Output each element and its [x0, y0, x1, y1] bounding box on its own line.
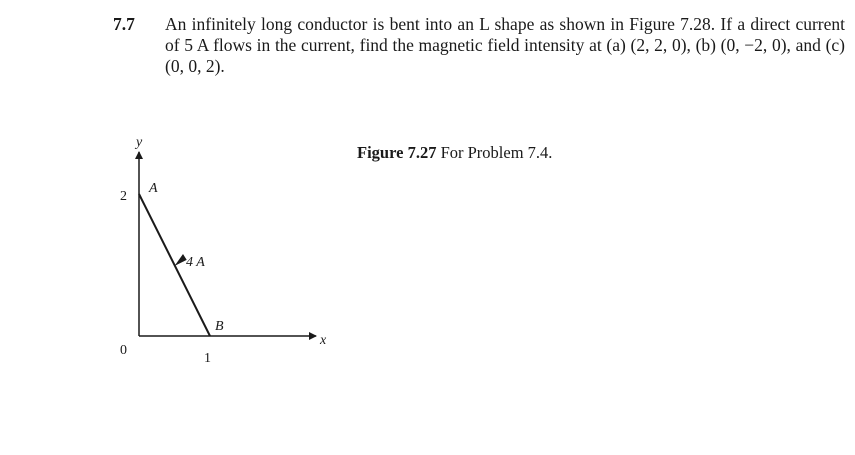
problem-number: 7.7 — [113, 14, 135, 34]
figure — [100, 130, 360, 370]
current-arrow-icon — [175, 254, 187, 266]
x-tick-label: 1 — [204, 351, 211, 366]
x-axis-label: x — [320, 333, 327, 348]
origin-label: 0 — [120, 343, 127, 358]
point-a-label: A — [149, 181, 158, 196]
figure-caption — [357, 143, 552, 163]
y-axis-label: y — [136, 135, 143, 150]
figure-diagram — [100, 130, 360, 370]
point-b-label: B — [215, 319, 224, 334]
y-tick-label: 2 — [120, 189, 127, 204]
caption-text: For Problem 7.4. — [440, 143, 553, 162]
current-label: 4 A — [186, 255, 205, 270]
problem-text: An infinitely long conductor is bent into an L shape as shown in Figure 7.28. If a direct current of 5 A flows in the current, find the magnetic field intensity at (a) (2, 2, 0), (b) (0, −2, 0), and (c) (0, 0, 2). — [165, 14, 845, 76]
caption-label: Figure 7.27 — [357, 143, 437, 162]
